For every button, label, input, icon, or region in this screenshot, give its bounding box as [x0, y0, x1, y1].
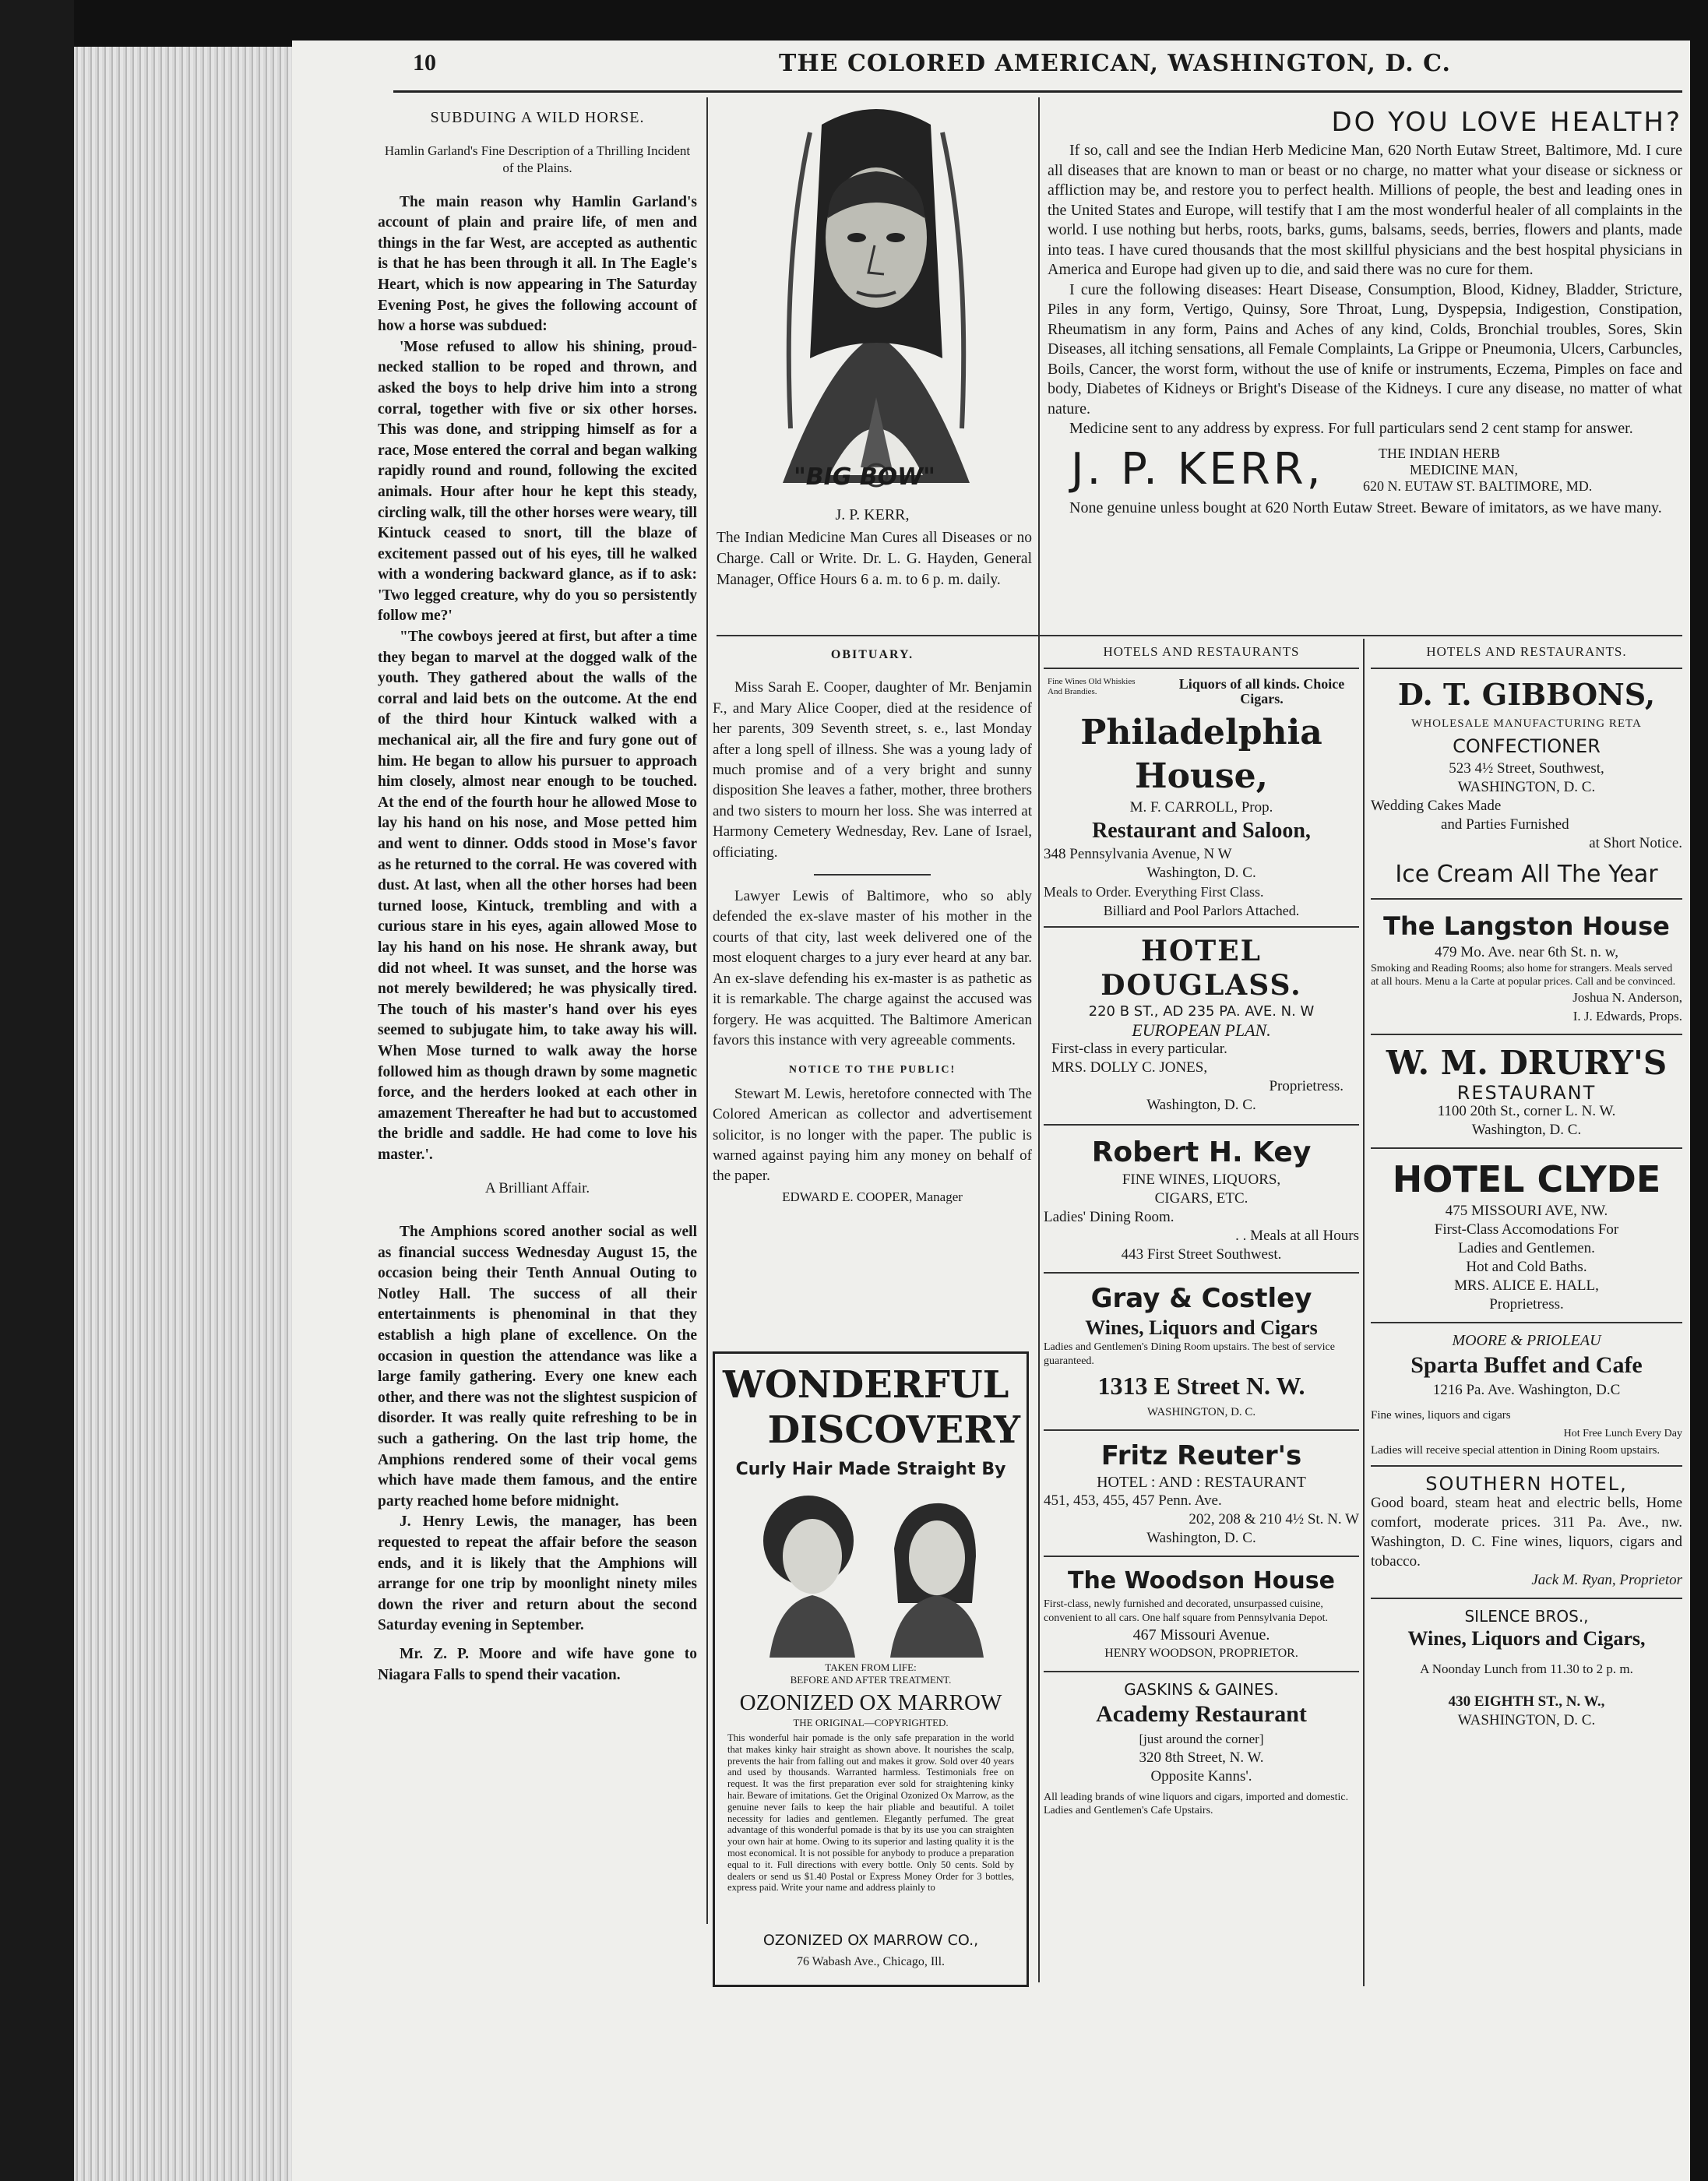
signature-line: 620 N. EUTAW ST. BALTIMORE, MD.	[1363, 477, 1593, 494]
ad-business-name: Sparta Buffet and Cafe	[1410, 1352, 1643, 1378]
ad-line: Washington, D. C.	[1146, 1097, 1256, 1113]
ad-line: Jack M. Ryan, Proprietor	[1531, 1572, 1682, 1588]
signature-line: MEDICINE MAN,	[1410, 461, 1518, 477]
portrait-caption: "BIG BOW"	[794, 463, 935, 491]
ad-line: Meals to Order. Everything First Class.	[1044, 884, 1264, 900]
ad-line: I. J. Edwards, Props.	[1572, 1009, 1682, 1024]
obituary-column	[713, 645, 1032, 1207]
health-ad-paragraph: If so, call and see the Indian Herb Medicine Man, 620 North Eutaw Street, Baltimore, Md. I cure all diseases that are known to man or beast or no charge, no matter what your disease or sickness or affliction may be, and restore you to perfect health. Millions of people, the best and leading ones in the United States and Europe, will testify that I am the most wonderful healer of all complaints in the world. I use nothing but herbs, roots, barks, gums, balsams, seeds, berries, flowers and plants, made into teas. I have cured thousands that the most skillful physicians and the best hospital physicians in America and Europe had given up to die, and said there was no cure for them.	[1048, 142, 1682, 278]
kerr-name: J. P. KERR,	[835, 506, 910, 523]
ad-line: FINE WINES, LIQUORS,	[1122, 1172, 1281, 1188]
illustration-caption: TAKEN FROM LIFE:	[825, 1661, 917, 1673]
ad-business-name: W. M. DRURY'S	[1386, 1044, 1668, 1082]
product-note: THE ORIGINAL—COPYRIGHTED.	[793, 1717, 949, 1728]
ad-note: Liquors of all kinds. Choice Cigars.	[1178, 676, 1345, 706]
column-divider	[1038, 97, 1040, 1982]
scan-background	[0, 0, 74, 2181]
ad-line: WASHINGTON, D. C.	[1457, 1712, 1596, 1728]
ad-line: MRS. ALICE E. HALL,	[1454, 1277, 1599, 1294]
ad-line: 475 MISSOURI AVE, NW.	[1445, 1203, 1608, 1219]
ad-line: Smoking and Reading Rooms; also home for strangers. Meals served at all hours. Menu a la Carte at popular prices. Call and be convinced.	[1371, 963, 1676, 988]
ad-business-name: HOTEL CLYDE	[1392, 1158, 1661, 1200]
divider	[814, 874, 931, 876]
ad-line: 1216 Pa. Ave. Washington, D.C	[1432, 1382, 1621, 1398]
hotels-column-left	[1044, 643, 1359, 1817]
column-divider	[1363, 639, 1365, 1986]
ad-line: 479 Mo. Ave. near 6th St. n. w,	[1435, 944, 1618, 960]
ad-business-name: Academy Restaurant	[1096, 1701, 1307, 1727]
ad-line: A Noonday Lunch from 11.30 to 2 p. m.	[1420, 1661, 1633, 1676]
ad-business-name: SOUTHERN HOTEL,	[1425, 1473, 1628, 1495]
ad-line: 1313 E Street N. W.	[1097, 1372, 1305, 1400]
ad-line: Ladies and Gentlemen.	[1458, 1240, 1595, 1256]
kerr-signature: J. P. KERR,	[1071, 443, 1324, 495]
portrait-illustration	[736, 101, 1016, 506]
ad-body: This wonderful hair pomade is the only safe preparation in the world that makes kinky hair straight as shown above. It nourishes the scalp, prevents the hair from falling out and makes it grow. Sold over 40 years and used by thousands. Warranted harmless. Testimonials free on request. It was the first preparation ever sold for straightening kinky hair. Beware of imitations. Get the Original Ozonized Ox Marrow, as the genuine never fails to keep the hair pliable and beautiful. A toilet necessity for ladies and gentlemen. Elegantly perfumed. The great advantage of this wonderful pomade is that by its use you can straighten your own hair at home. Owing to its superior and lasting quality it is the most economical. It is not possible for anybody to produce a preparation equal to it. Full directions with every bottle. Only 50 cents. Sold by dealers or send us $1.40 Postal or Express Money Order for 3 bottles, express paid. Write your name and address plainly to	[727, 1732, 1014, 1894]
ad-line: Washington, D. C.	[1146, 1530, 1256, 1546]
health-ad-warning: None genuine unless bought at 620 North Eutaw Street. Beware of imitators, as we have many.	[1069, 499, 1662, 516]
ad-line: 320 8th Street, N. W.	[1139, 1749, 1264, 1766]
ad-line: WHOLESALE MANUFACTURING RETA	[1411, 717, 1642, 730]
ad-line: Good board, steam heat and electric bells, Home comfort, moderate prices. 311 Pa. Ave., nw. Washington, D. C. Fine wines, liquors, cigars and tobacco.	[1371, 1495, 1682, 1570]
product-name: OZONIZED OX MARROW	[739, 1690, 1002, 1715]
ad-line: WASHINGTON, D. C.	[1457, 779, 1596, 795]
ad-line: MOORE & PRIOLEAU	[1452, 1332, 1601, 1349]
illustration-caption: BEFORE AND AFTER TREATMENT.	[790, 1674, 952, 1686]
ad-line: Opposite Kanns'.	[1150, 1768, 1252, 1785]
article-column	[378, 107, 697, 1686]
notice-title: NOTICE TO THE PUBLIC!	[788, 1064, 956, 1076]
article-paragraph: J. Henry Lewis, the manager, has been requested to repeat the affair before the season ends, and it is likely that the Amphions will arrange for one trip by moonlight ninety miles down the river and return about the second Saturday evening in September.	[378, 1513, 697, 1634]
ox-marrow-ad	[713, 1351, 1029, 1987]
section-heading: HOTELS AND RESTAURANTS	[1103, 644, 1300, 659]
ad-line: Hot and Cold Baths.	[1466, 1259, 1587, 1275]
ad-headline: DISCOVERY	[767, 1408, 1020, 1452]
health-ad-paragraph: I cure the following diseases: Heart Disease, Consumption, Blood, Kidney, Bladder, Stricture, Piles in any form, Vertigo, Quinsy, Sore Throat, Lung, Dyspepsia, Indigestion, Constipation, Rheumatism in any form, Pains and Aches of any kind, Colds, Bronchial troubles, Sores, Skin Diseases, all itching sensations, all Female Complaints, La Grippe or Pneumonia, Ulcers, Carbuncles, Boils, Cancer, the worst form, without the use of knife or instruments, Eczema, Pimples on face and body, Diabetes of Kidneys or Bright's Disease of the Kidneys. I cure any disease, no matter of what nature.	[1048, 280, 1682, 418]
ad-subheadline: Curly Hair Made Straight By	[735, 1460, 1006, 1479]
ad-line: CONFECTIONER	[1453, 735, 1601, 757]
ad-line: Ladies will receive special attention in Dining Room upstairs.	[1371, 1444, 1660, 1457]
news-item: Lawyer Lewis of Baltimore, who so ably defended the ex-slave master of his mother in the courts of that city, last week delivered one of the most eloquent charges to a jury ever heard at any bar. An ex-slave defending his ex-master is as pathetic as it is remarkable. The charge against the accused was forgery. He was acquitted. The Baltimore American favors this instance with very agreeable comments.	[713, 888, 1032, 1048]
ad-line: EUROPEAN PLAN.	[1132, 1020, 1271, 1040]
ad-line: WASHINGTON, D. C.	[1146, 1406, 1256, 1418]
article-paragraph: The Amphions scored another social as well as financial success Wednesday August 15, the occasion being their Tenth Annual Outing to Notley Hall. The success of all their entertainments is phenominal in that they establish a high plane of excellence. On the occasion in question the attendance was like a large family gathering. Every one knew each other, and there was not the slightest suspicion of disorder. It was really quite refreshing to be in such a gathering. On the last trip home, the Amphions rendered some of their vocal gems which have made them famous, and the entire party reached home before midnight.	[378, 1224, 697, 1510]
ad-line: All leading brands of wine liquors and cigars, imported and domestic. Ladies and Gentlemen's Cafe Upstairs.	[1044, 1792, 1349, 1816]
article-paragraph: Mr. Z. P. Moore and wife have gone to Niagara Falls to spend their vacation.	[378, 1645, 697, 1683]
ad-line: GASKINS & GAINES.	[1124, 1680, 1279, 1699]
ad-line: 348 Pennsylvania Avenue, N W	[1044, 846, 1232, 862]
ad-business-name: Fritz Reuter's	[1101, 1440, 1302, 1471]
section-rule	[717, 635, 1682, 636]
ad-line: Proprietress.	[1269, 1078, 1344, 1094]
ad-business-name: D. T. GIBBONS,	[1397, 677, 1656, 712]
masthead: THE COLORED AMERICAN, WASHINGTON, D. C.	[779, 50, 1451, 77]
ad-business-name: SILENCE BROS.,	[1464, 1607, 1589, 1626]
article-title: A Brilliant Affair.	[484, 1179, 590, 1196]
page-number: 10	[413, 50, 436, 76]
ad-business-name: Gray & Costley	[1090, 1283, 1312, 1314]
ad-line: CIGARS, ETC.	[1154, 1190, 1248, 1207]
ad-line: [just around the corner]	[1139, 1732, 1264, 1746]
ad-line: 523 4½ Street, Southwest,	[1449, 760, 1604, 777]
ad-line: 467 Missouri Avenue.	[1132, 1626, 1270, 1644]
ad-line: Fine wines, liquors and cigars	[1371, 1409, 1511, 1422]
ad-line: 1100 20th St., corner L. N. W.	[1437, 1103, 1616, 1119]
before-after-illustration	[738, 1486, 1003, 1658]
ad-line: 220 B ST., AD 235 PA. AVE. N. W	[1088, 1003, 1315, 1020]
obituary-text: Miss Sarah E. Cooper, daughter of Mr. Benjamin F., and Mary Alice Cooper, died at the residence of her parents, 309 Seventh street, s. e., last Monday after a long spell of illness. She was a young lady of much promise and of a very bright and sunny disposition She leaves a father, mother, three brothers and two sisters to mourn her loss. She was interred at Harmony Cemetery Wednesday, Rev. Lane of Israel, officiating.	[713, 679, 1032, 861]
signature-line: THE INDIAN HERB	[1379, 445, 1500, 461]
ad-line: MRS. DOLLY C. JONES,	[1051, 1059, 1208, 1076]
health-ad	[1048, 107, 1682, 518]
ad-headline: WONDERFUL	[723, 1363, 1009, 1407]
hotels-column-right	[1371, 643, 1682, 1730]
ad-line: Washington, D. C.	[1146, 865, 1256, 881]
article-title: SUBDUING A WILD HORSE.	[430, 109, 645, 126]
ad-business-name: The Langston House	[1383, 911, 1670, 941]
ad-line: Wedding Cakes Made	[1371, 798, 1502, 814]
notice-signature: EDWARD E. COOPER, Manager	[782, 1189, 963, 1204]
ad-business-name: Ice Cream All The Year	[1395, 861, 1658, 888]
ad-business-name: Philadelphia House,	[1080, 713, 1322, 796]
ad-line: Restaurant and Saloon,	[1092, 819, 1311, 843]
ad-line: and Parties Furnished	[1441, 816, 1569, 833]
company-address: 76 Wabash Ave., Chicago, Ill.	[796, 1955, 946, 1968]
article-paragraph: "The cowboys jeered at first, but after a time they began to marvel at the dogged walk of the youth. They gathered about the walls of the corral and laid bets on the outcome. At the end of the third hour Kintuck walked with a mechanical air, all the fire and fury gone out of him. He began to allow his pursuer to approach him closely, almost near enough to be touched. At the end of the fourth hour he allowed Mose to lay his hand on his nose, and Mose petted him and went to dinner. Odds stood in Mose's favor as he returned to the corral. He was covered with dust. At last, when all the other horses had been turned loose, Kintuck, trembling and with a curious stare in his eyes, again allowed Mose to lay his hand on his nose. He shrank away, but did not wheel. It was sunset, and the horse was not merely bewildered; he was physically tired. The touch of his master's hand over his eyes seemed to subjugate him, to take away his will. When Mose turned to walk away the horse followed him as though drawn by some magnetic force, and the herders looked at each other in amazement Thereafter he had but to accustomed the bridle and saddle. He had come to love his master.'.	[378, 629, 697, 1163]
article-subtitle: Hamlin Garland's Fine Description of a Thrilling Incident of the Plains.	[384, 143, 691, 175]
ad-line: 443 First Street Southwest.	[1121, 1246, 1282, 1263]
ad-line: RESTAURANT	[1456, 1082, 1597, 1104]
notice-text: Stewart M. Lewis, heretofore connected with The Colored American as collector and advertisement solicitor, is no longer with the paper. The public is warned against paying him any money on behalf of the paper.	[713, 1085, 1032, 1185]
ad-line: Wines, Liquors and Cigars,	[1407, 1627, 1646, 1650]
book-page-edges	[74, 47, 294, 2181]
ad-line: M. F. CARROLL, Prop.	[1129, 799, 1273, 816]
article-paragraph: The main reason why Hamlin Garland's account of plain and praire life, of men and things in the far West, are accepted as authentic is that he has been through it all. In The Eagle's Heart, which is now appearing in The Saturday Evening Post, he gives the following account of how a horse was subdued:	[378, 193, 697, 335]
column-divider	[706, 97, 708, 1924]
ad-line: Proprietress.	[1489, 1296, 1564, 1312]
obituary-title: OBITUARY.	[830, 648, 914, 661]
ad-line: First-Class Accomodations For	[1434, 1221, 1619, 1238]
ad-line: First-class in every particular.	[1051, 1041, 1227, 1057]
health-ad-heading: DO YOU LOVE HEALTH?	[1331, 107, 1682, 138]
article-paragraph: 'Mose refused to allow his shining, proud-necked stallion to be roped and thrown, and asked the boys to help drive him into a strong corral, together with five or six other horses. This was done, and stripping himself as for a race, Mose entered the corral and began walking rapidly round and round, following the excited animals. Hour after hour he kept this steady, circling walk, till the other horses were weary, till Kintuck ceased to snort, till the blaze of excitement passed out of his eyes, till he walked with a wondering backward glance, as if to ask: 'Two legged creature, why do you so persistently follow me?'	[378, 338, 697, 625]
health-ad-paragraph: Medicine sent to any address by express. For full particulars send 2 cent stamp for answer.	[1069, 420, 1633, 437]
ad-business-name: The Woodson House	[1068, 1567, 1335, 1594]
ad-line: First-class, newly furnished and decorated, unsurpassed cuisine, convenient to all cars. One half square from Pennsylvania Depot.	[1044, 1598, 1329, 1624]
ad-line: Washington, D. C.	[1471, 1122, 1582, 1138]
ad-note: Fine Wines Old Whiskies And Brandies.	[1048, 677, 1136, 696]
ad-business-name: Robert H. Key	[1091, 1136, 1312, 1168]
ad-line: at Short Notice.	[1589, 835, 1682, 851]
ad-line: Joshua N. Anderson,	[1572, 990, 1682, 1005]
section-heading: HOTELS AND RESTAURANTS.	[1426, 644, 1627, 659]
ad-line: HENRY WOODSON, PROPRIETOR.	[1104, 1647, 1298, 1660]
kerr-description: The Indian Medicine Man Cures all Diseases or no Charge. Call or Write. Dr. L. G. Hayden, General Manager, Office Hours 6 a. m. to 6 p. m. daily.	[717, 530, 1032, 588]
ad-line: Ladies' Dining Room.	[1044, 1209, 1174, 1225]
page-header	[413, 50, 1690, 81]
company-name: OZONIZED OX MARROW CO.,	[762, 1932, 979, 1949]
ad-line: Hot Free Lunch Every Day	[1563, 1428, 1682, 1439]
ad-line: 202, 208 & 210 4½ St. N. W	[1189, 1511, 1359, 1527]
ad-line: . . Meals at all Hours	[1235, 1228, 1359, 1244]
ad-line: HOTEL : AND : RESTAURANT	[1097, 1474, 1306, 1491]
header-rule	[393, 90, 1682, 93]
ad-line: 451, 453, 455, 457 Penn. Ave.	[1044, 1492, 1222, 1509]
ad-line: Ladies and Gentlemen's Dining Room upstairs. The best of service guaranteed.	[1044, 1341, 1335, 1367]
ad-line: 430 EIGHTH ST., N. W.,	[1448, 1693, 1605, 1710]
ad-business-name: HOTEL DOUGLASS.	[1101, 935, 1302, 1002]
ad-line: Wines, Liquors and Cigars	[1085, 1316, 1318, 1339]
ad-line: Billiard and Pool Parlors Attached.	[1103, 903, 1300, 918]
